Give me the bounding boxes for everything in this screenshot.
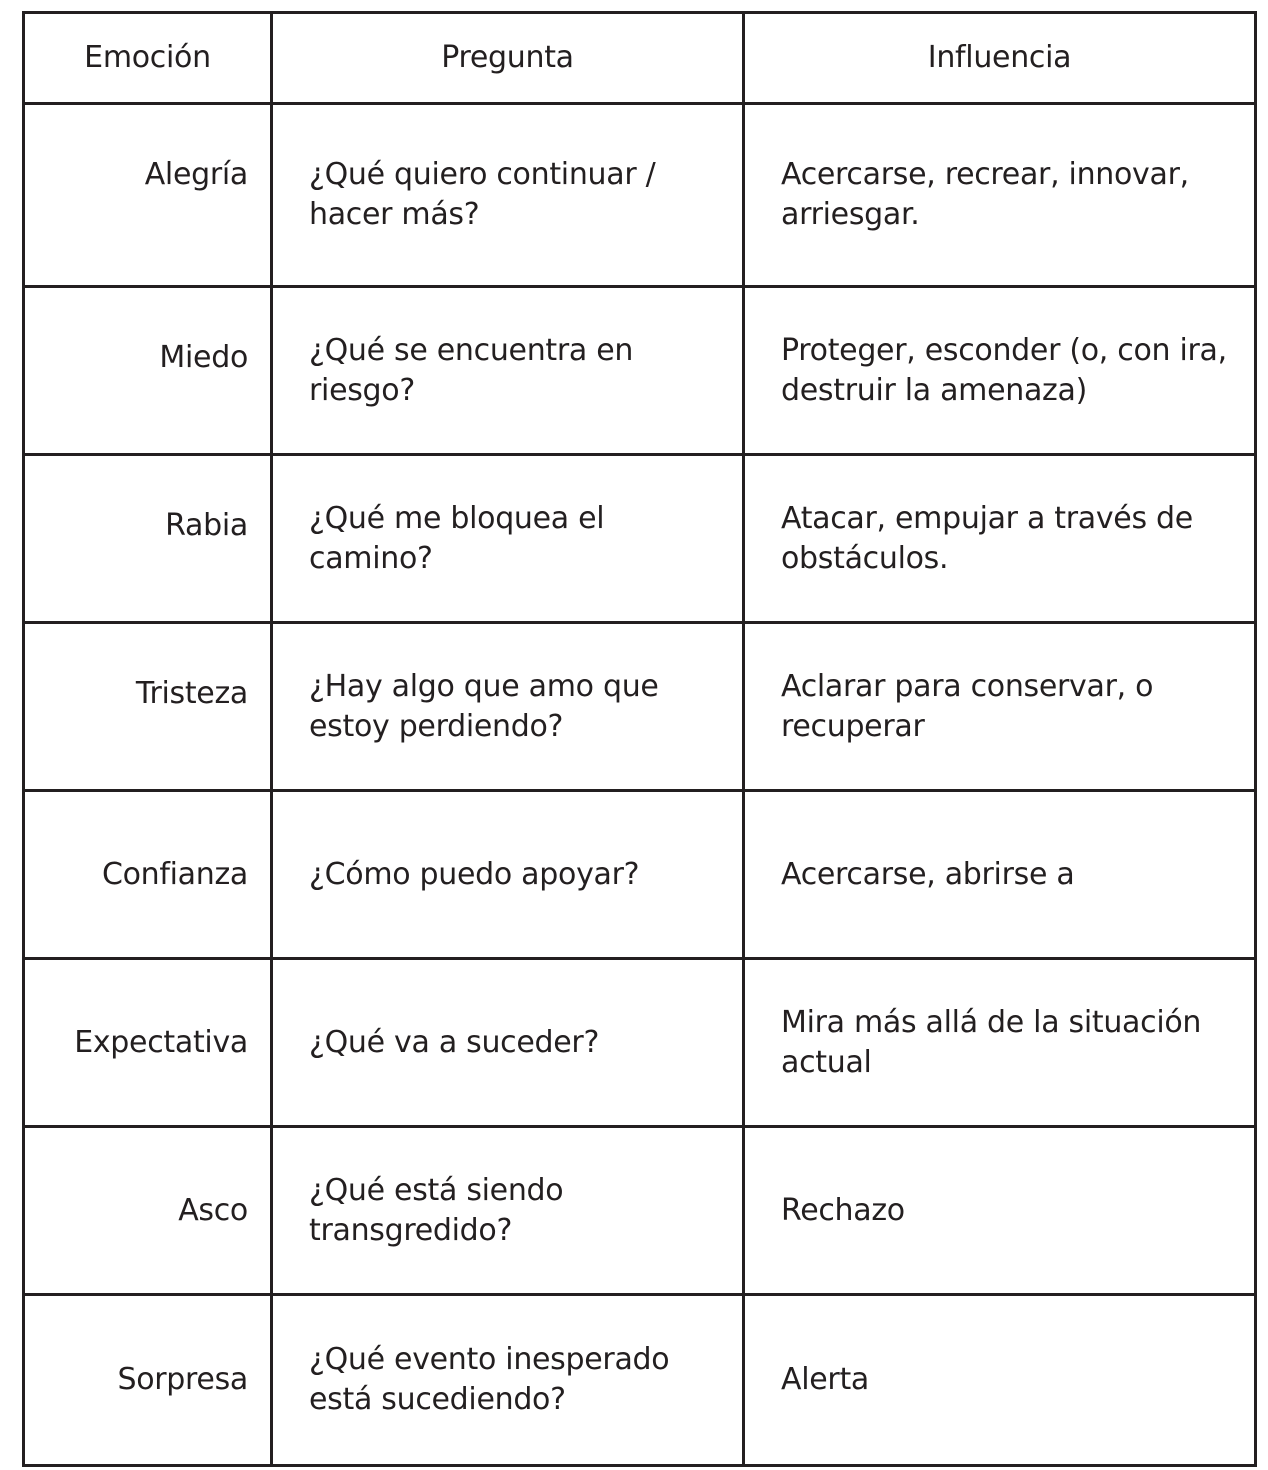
emotion-cell: Alegría [24, 104, 272, 287]
influence-cell: Rechazo [744, 1127, 1256, 1295]
emotion-cell: Rabia [24, 455, 272, 623]
emotions-table [22, 11, 1257, 1467]
table-row [24, 959, 1256, 1127]
influence-cell: Atacar, empujar a través de obstáculos. [744, 455, 1256, 623]
question-cell: ¿Qué quiero continuar / hacer más? [272, 104, 744, 287]
influence-cell: Proteger, esconder (o, con ira, destruir la amenaza) [744, 287, 1256, 455]
emotion-cell: Asco [24, 1127, 272, 1295]
question-cell: ¿Qué evento inesperado está sucediendo? [272, 1295, 744, 1466]
emotion-cell: Expectativa [24, 959, 272, 1127]
table-row [24, 287, 1256, 455]
table-row [24, 104, 1256, 287]
header-influence: Influencia [744, 13, 1256, 104]
emotion-cell: Miedo [24, 287, 272, 455]
question-cell: ¿Qué se encuentra en riesgo? [272, 287, 744, 455]
table-row [24, 791, 1256, 959]
table-header [24, 13, 1256, 104]
question-cell: ¿Hay algo que amo que estoy perdiendo? [272, 623, 744, 791]
emotion-cell: Sorpresa [24, 1295, 272, 1466]
emotion-cell: Tristeza [24, 623, 272, 791]
question-cell: ¿Cómo puedo apoyar? [272, 791, 744, 959]
table-row [24, 1295, 1256, 1466]
question-cell: ¿Qué está siendo transgredido? [272, 1127, 744, 1295]
table-row [24, 623, 1256, 791]
table-row [24, 1127, 1256, 1295]
header-row [24, 13, 1256, 104]
influence-cell: Acercarse, recrear, innovar, arriesgar. [744, 104, 1256, 287]
influence-cell: Alerta [744, 1295, 1256, 1466]
influence-cell: Mira más allá de la situación actual [744, 959, 1256, 1127]
question-cell: ¿Qué me bloquea el camino? [272, 455, 744, 623]
header-emotion: Emoción [24, 13, 272, 104]
influence-cell: Acercarse, abrirse a [744, 791, 1256, 959]
table-body [24, 104, 1256, 1466]
question-cell: ¿Qué va a suceder? [272, 959, 744, 1127]
table-row [24, 455, 1256, 623]
influence-cell: Aclarar para conservar, o recuperar [744, 623, 1256, 791]
emotion-cell: Confianza [24, 791, 272, 959]
header-question: Pregunta [272, 13, 744, 104]
